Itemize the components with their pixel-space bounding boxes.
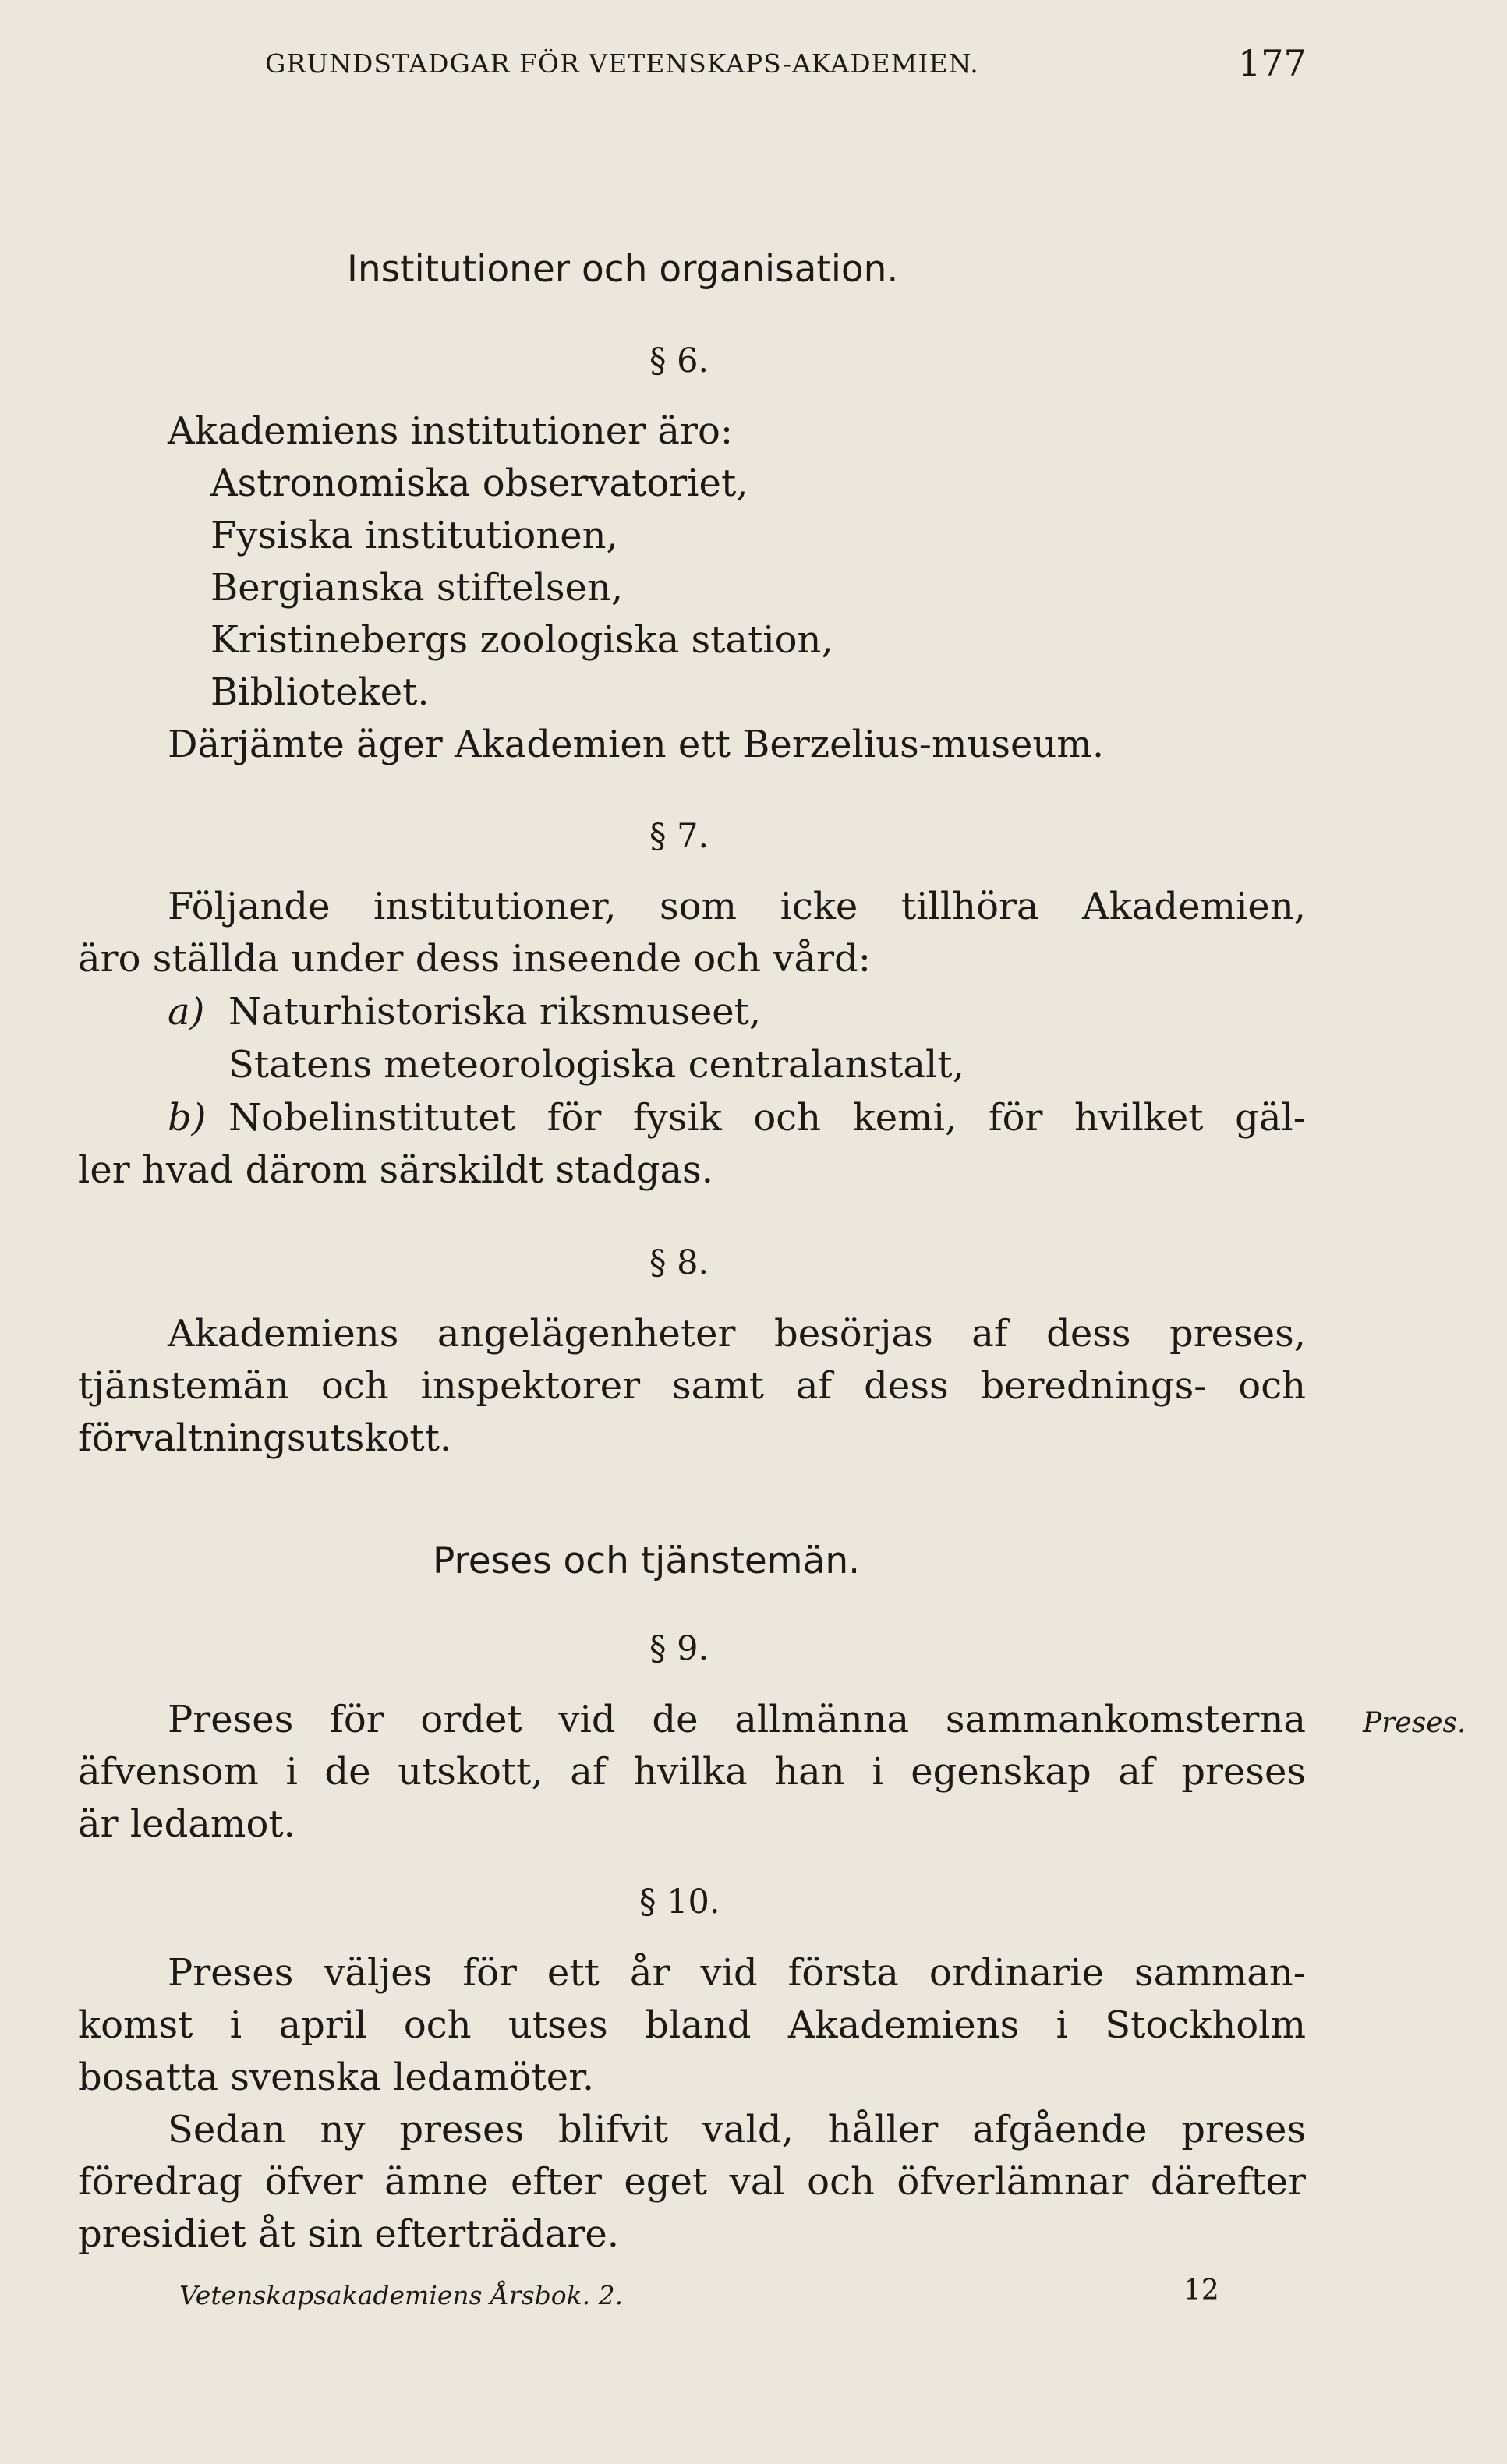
section-heading-institutions: Institutioner och organisation. (347, 248, 899, 291)
paragraph-mark-8: § 8. (649, 1243, 709, 1282)
para8-line2: tjänstemän och inspektorer samt af dess berednings- och (78, 1364, 1306, 1408)
list-item: Bergianska stiftelsen, (210, 566, 624, 610)
para10-line2: komst i april och utses bland Akademiens i Stockholm (78, 2003, 1306, 2047)
para10-line1: Preses väljes för ett år vid första ordinarie samman- (168, 1951, 1306, 1995)
para10-line3: bosatta svenska ledamöter. (78, 2056, 595, 2099)
para7-b-line2: ler hvad därom särskildt stadgas. (78, 1148, 713, 1192)
para6-intro: Akademiens institutioner äro: (168, 409, 734, 453)
para9-line1: Preses för ordet vid de allmänna sammankomsterna (168, 1698, 1306, 1741)
list-label-b: b) (168, 1096, 207, 1140)
para10-line4: Sedan ny preses blifvit vald, håller afgående preses (168, 2108, 1306, 2151)
footer-sheet-number: 12 (1183, 2275, 1219, 2307)
paragraph-mark-6: § 6. (649, 341, 709, 380)
list-item: Astronomiska observatoriet, (210, 461, 748, 505)
list-item: Fysiska institutionen, (210, 514, 618, 557)
paragraph-mark-10: § 10. (639, 1882, 720, 1921)
para7-a-item1: Naturhistoriska riksmuseet, (228, 990, 762, 1034)
para9-line3: är ledamot. (78, 1802, 295, 1846)
para7-line1: Följande institutioner, som icke tillhöra Akademien, (168, 885, 1306, 928)
page-number: 177 (1238, 42, 1307, 84)
para6-closing: Därjämte äger Akademien ett Berzelius-museum. (168, 723, 1105, 766)
paragraph-mark-9: § 9. (649, 1629, 709, 1668)
list-item: Kristinebergs zoologiska station, (210, 618, 833, 662)
list-item: Biblioteket. (210, 670, 430, 714)
running-header: GRUNDSTADGAR FÖR VETENSKAPS-AKADEMIEN. (265, 48, 979, 79)
paragraph-mark-7: § 7. (649, 817, 709, 856)
para7-a-item2: Statens meteorologiska centralanstalt, (228, 1043, 964, 1087)
para10-line5: föredrag öfver ämne efter eget val och öfverlämnar därefter (78, 2160, 1306, 2204)
para8-line3: förvaltningsutskott. (78, 1416, 452, 1460)
para7-line2: äro ställda under dess inseende och vård: (78, 937, 871, 981)
section-heading-preses: Preses och tjänstemän. (433, 1540, 861, 1582)
list-label-a: a) (168, 990, 205, 1034)
para10-line6: presidiet åt sin efterträdare. (78, 2212, 620, 2256)
para9-line2: äfvensom i de utskott, af hvilka han i egenskap af preses (78, 1750, 1306, 1794)
para8-line1: Akademiens angelägenheter besörjas af dess preses, (168, 1312, 1306, 1356)
para7-b-line1: Nobelinstitutet för fysik och kemi, för hvilket gäl- (228, 1096, 1306, 1140)
footer-signature: Vetenskapsakademiens Årsbok. 2. (179, 2280, 624, 2310)
margin-note-preses: Preses. (1363, 1707, 1466, 1739)
